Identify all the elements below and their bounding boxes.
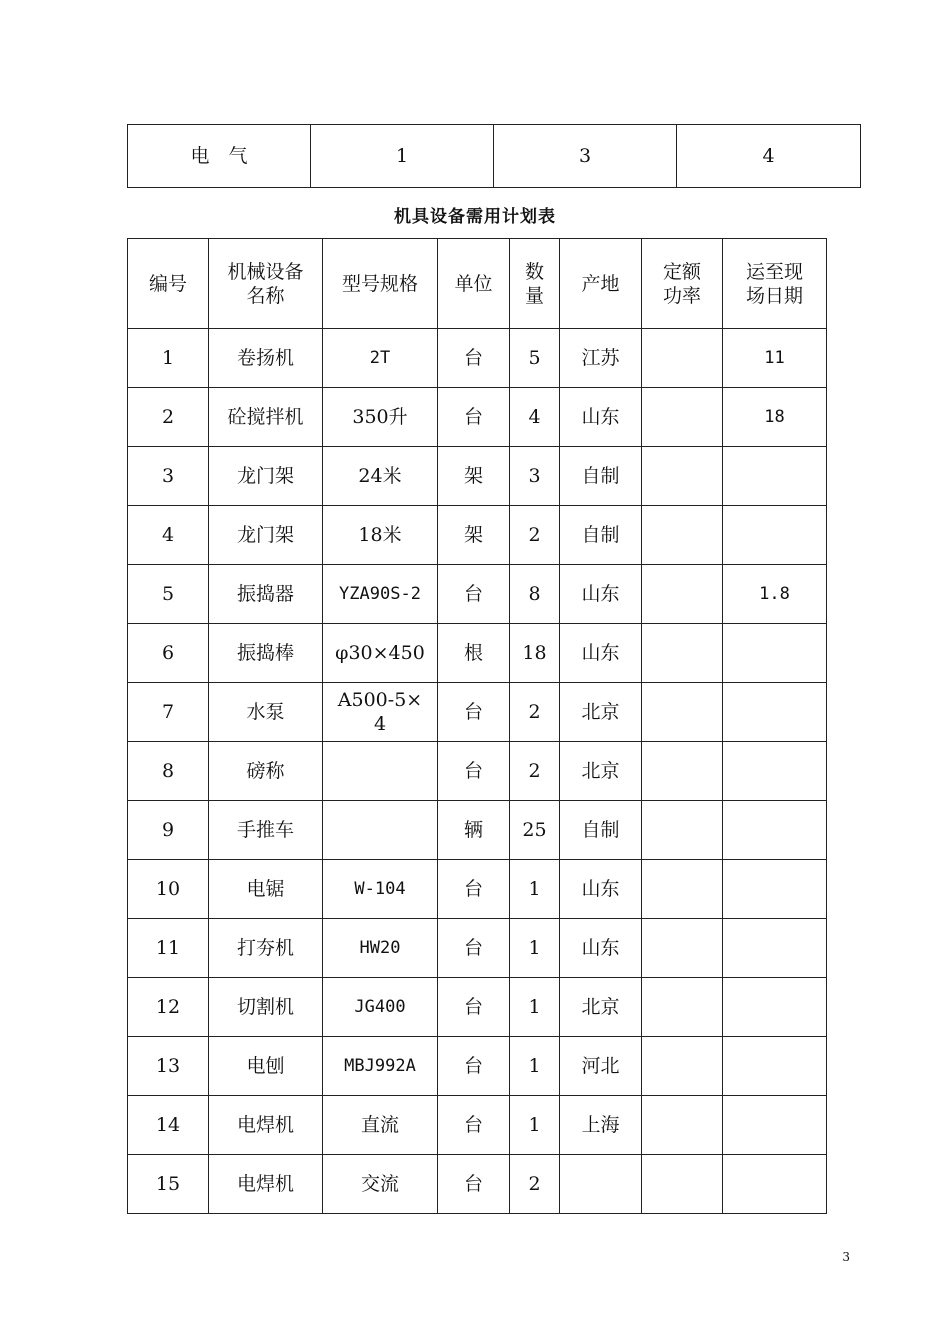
cell-unit: 台 (438, 860, 510, 919)
summary-cell-value-2: 3 (494, 125, 677, 188)
cell-unit: 台 (438, 978, 510, 1037)
cell-unit: 台 (438, 1096, 510, 1155)
cell-model: HW20 (323, 919, 438, 978)
header-power: 定额功率 (642, 239, 723, 329)
header-date: 运至现场日期 (723, 239, 827, 329)
cell-power (642, 742, 723, 801)
cell-no: 10 (128, 860, 209, 919)
cell-model: A500-5×4 (323, 683, 438, 742)
cell-unit: 台 (438, 388, 510, 447)
summary-row (128, 125, 861, 188)
cell-qty: 2 (510, 506, 560, 565)
cell-no: 12 (128, 978, 209, 1037)
cell-origin: 北京 (560, 978, 642, 1037)
header-model: 型号规格 (323, 239, 438, 329)
cell-power (642, 388, 723, 447)
cell-origin: 自制 (560, 447, 642, 506)
cell-qty: 3 (510, 447, 560, 506)
cell-date (723, 683, 827, 742)
header-name: 机械设备名称 (209, 239, 323, 329)
cell-no: 7 (128, 683, 209, 742)
table-row (128, 801, 827, 860)
cell-name: 磅称 (209, 742, 323, 801)
cell-date (723, 978, 827, 1037)
cell-date: 1.8 (723, 565, 827, 624)
cell-qty: 5 (510, 329, 560, 388)
cell-unit: 台 (438, 329, 510, 388)
cell-unit: 架 (438, 447, 510, 506)
cell-power (642, 860, 723, 919)
summary-cell-value-1: 1 (311, 125, 494, 188)
cell-model: JG400 (323, 978, 438, 1037)
cell-origin: 北京 (560, 683, 642, 742)
cell-origin: 北京 (560, 742, 642, 801)
cell-name: 龙门架 (209, 447, 323, 506)
cell-unit: 台 (438, 1155, 510, 1214)
cell-power (642, 683, 723, 742)
cell-qty: 1 (510, 1037, 560, 1096)
cell-date (723, 742, 827, 801)
cell-no: 14 (128, 1096, 209, 1155)
cell-qty: 1 (510, 978, 560, 1037)
header-origin: 产地 (560, 239, 642, 329)
cell-date (723, 447, 827, 506)
cell-unit: 架 (438, 506, 510, 565)
cell-no: 15 (128, 1155, 209, 1214)
header-unit: 单位 (438, 239, 510, 329)
summary-cell-value-3: 4 (677, 125, 861, 188)
cell-date: 11 (723, 329, 827, 388)
equipment-table (127, 238, 827, 1214)
cell-unit: 台 (438, 919, 510, 978)
table-row (128, 329, 827, 388)
cell-model: W-104 (323, 860, 438, 919)
cell-model: 24米 (323, 447, 438, 506)
cell-qty: 2 (510, 1155, 560, 1214)
cell-unit: 台 (438, 683, 510, 742)
cell-model: 直流 (323, 1096, 438, 1155)
cell-no: 1 (128, 329, 209, 388)
cell-origin (560, 1155, 642, 1214)
cell-name: 电刨 (209, 1037, 323, 1096)
cell-name: 卷扬机 (209, 329, 323, 388)
header-row (128, 239, 827, 329)
cell-qty: 18 (510, 624, 560, 683)
table-row (128, 388, 827, 447)
cell-power (642, 1096, 723, 1155)
cell-model: MBJ992A (323, 1037, 438, 1096)
cell-name: 电锯 (209, 860, 323, 919)
cell-origin: 山东 (560, 565, 642, 624)
summary-cell-category: 电 气 (128, 125, 311, 188)
cell-unit: 台 (438, 565, 510, 624)
table-row (128, 1155, 827, 1214)
cell-model: φ30×450 (323, 624, 438, 683)
page-number: 3 (842, 1250, 850, 1264)
cell-origin: 江苏 (560, 329, 642, 388)
cell-qty: 8 (510, 565, 560, 624)
cell-qty: 2 (510, 683, 560, 742)
cell-name: 打夯机 (209, 919, 323, 978)
table-row (128, 860, 827, 919)
cell-origin: 自制 (560, 506, 642, 565)
cell-power (642, 801, 723, 860)
header-qty: 数量 (510, 239, 560, 329)
cell-model: 18米 (323, 506, 438, 565)
cell-name: 砼搅拌机 (209, 388, 323, 447)
table-title: 机具设备需用计划表 (394, 207, 556, 227)
cell-qty: 1 (510, 860, 560, 919)
cell-no: 3 (128, 447, 209, 506)
cell-origin: 山东 (560, 919, 642, 978)
cell-name: 手推车 (209, 801, 323, 860)
cell-no: 5 (128, 565, 209, 624)
cell-model: 2T (323, 329, 438, 388)
cell-power (642, 565, 723, 624)
cell-unit: 台 (438, 742, 510, 801)
table-row (128, 978, 827, 1037)
cell-name: 水泵 (209, 683, 323, 742)
cell-origin: 山东 (560, 860, 642, 919)
cell-no: 6 (128, 624, 209, 683)
table-row (128, 742, 827, 801)
table-row (128, 447, 827, 506)
table-row (128, 624, 827, 683)
table-row (128, 506, 827, 565)
cell-origin: 山东 (560, 624, 642, 683)
cell-origin: 上海 (560, 1096, 642, 1155)
cell-date (723, 919, 827, 978)
cell-power (642, 978, 723, 1037)
cell-model: 交流 (323, 1155, 438, 1214)
cell-unit: 根 (438, 624, 510, 683)
cell-origin: 山东 (560, 388, 642, 447)
cell-date (723, 801, 827, 860)
cell-name: 龙门架 (209, 506, 323, 565)
table-row (128, 919, 827, 978)
cell-no: 2 (128, 388, 209, 447)
cell-name: 振捣器 (209, 565, 323, 624)
cell-name: 振捣棒 (209, 624, 323, 683)
table-row (128, 683, 827, 742)
cell-date (723, 624, 827, 683)
table-row (128, 1037, 827, 1096)
cell-no: 9 (128, 801, 209, 860)
cell-model: YZA90S-2 (323, 565, 438, 624)
cell-date: 18 (723, 388, 827, 447)
cell-no: 13 (128, 1037, 209, 1096)
cell-origin: 河北 (560, 1037, 642, 1096)
table-row (128, 1096, 827, 1155)
cell-unit: 辆 (438, 801, 510, 860)
cell-date (723, 506, 827, 565)
cell-power (642, 624, 723, 683)
cell-power (642, 919, 723, 978)
cell-qty: 4 (510, 388, 560, 447)
cell-power (642, 329, 723, 388)
cell-date (723, 1155, 827, 1214)
cell-date (723, 860, 827, 919)
cell-model (323, 801, 438, 860)
cell-date (723, 1037, 827, 1096)
cell-model: 350升 (323, 388, 438, 447)
cell-name: 切割机 (209, 978, 323, 1037)
header-no: 编号 (128, 239, 209, 329)
cell-qty: 2 (510, 742, 560, 801)
summary-table (127, 124, 861, 188)
table-row (128, 565, 827, 624)
cell-no: 4 (128, 506, 209, 565)
cell-qty: 1 (510, 1096, 560, 1155)
cell-power (642, 447, 723, 506)
cell-power (642, 506, 723, 565)
cell-qty: 25 (510, 801, 560, 860)
cell-no: 8 (128, 742, 209, 801)
cell-name: 电焊机 (209, 1096, 323, 1155)
cell-unit: 台 (438, 1037, 510, 1096)
cell-power (642, 1037, 723, 1096)
cell-name: 电焊机 (209, 1155, 323, 1214)
cell-qty: 1 (510, 919, 560, 978)
cell-date (723, 1096, 827, 1155)
cell-power (642, 1155, 723, 1214)
cell-origin: 自制 (560, 801, 642, 860)
cell-no: 11 (128, 919, 209, 978)
cell-model (323, 742, 438, 801)
